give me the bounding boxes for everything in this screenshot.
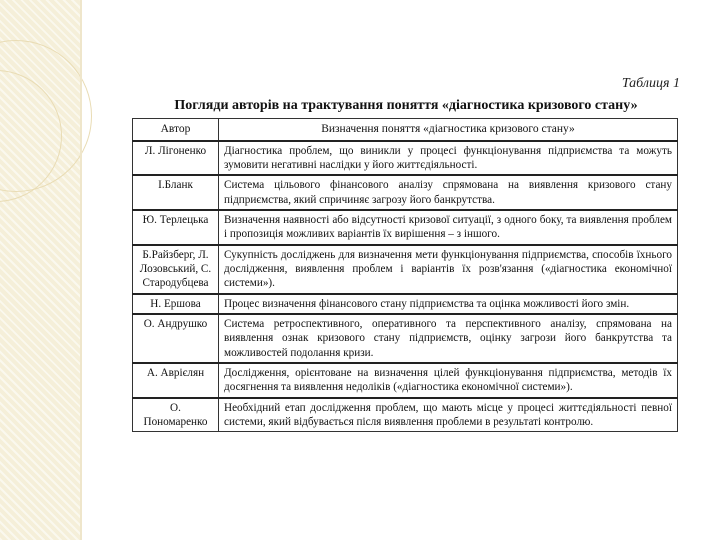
author-cell: Б.Райзберг, Л. Лозовський, С. Стародубцева <box>133 245 219 294</box>
table-row <box>133 210 678 245</box>
table-row <box>133 398 678 432</box>
table-caption: Таблиця 1 <box>621 76 680 91</box>
table-row <box>133 363 678 398</box>
author-cell: О. Андрушко <box>133 314 219 363</box>
definition-cell: Діагностика проблем, що виникли у процесі функціонування підприємства та можуть зумовити негативні наслідки у його життєдіяльності. <box>219 141 678 176</box>
header-author: Автор <box>133 119 219 141</box>
definitions-table <box>132 118 678 432</box>
table-row <box>133 175 678 210</box>
table-row <box>133 314 678 363</box>
author-cell: Ю. Терлецька <box>133 210 219 245</box>
definition-cell: Процес визначення фінансового стану підприємства та оцінка можливості його змін. <box>219 294 678 314</box>
author-cell: Л. Лігоненко <box>133 141 219 176</box>
author-cell: О. Пономаренко <box>133 398 219 432</box>
author-cell: А. Аврієлян <box>133 363 219 398</box>
table-row <box>133 294 678 314</box>
side-band-edge <box>80 0 82 540</box>
definition-cell: Система цільового фінансового аналізу спрямована на виявлення кризового стану підприємства, який спричиняє загрозу його банкрутства. <box>219 175 678 210</box>
table-title: Погляди авторів на трактування поняття «діагностика кризового стану» <box>174 98 638 113</box>
definition-cell: Система ретроспективного, оперативного та перспективного аналізу, спрямована на виявлення ознак кризового стану підприємств, оцінку загрози його банкрутства та можливостей подолання кризи. <box>219 314 678 363</box>
definition-cell: Необхідний етап дослідження проблем, що мають місце у процесі життєдіяльності певної системи, який відбувається після виявлення проблеми в результаті контролю. <box>219 398 678 432</box>
table-header-row <box>133 119 678 141</box>
table-row <box>133 245 678 294</box>
definition-cell: Дослідження, орієнтоване на визначення цілей функціонування підприємства, методів їх досягнення та виявлення недоліків («діагностика економічної системи»). <box>219 363 678 398</box>
decorative-side-band <box>0 0 80 540</box>
header-definition: Визначення поняття «діагностика кризового стану» <box>219 119 678 141</box>
author-cell: Н. Ершова <box>133 294 219 314</box>
author-cell: І.Бланк <box>133 175 219 210</box>
definition-cell: Визначення наявності або відсутності кризової ситуації, з одного боку, та виявлення проблем і пропозиція можливих варіантів їх вирішення – з іншого. <box>219 210 678 245</box>
definition-cell: Сукупність досліджень для визначення мети функціонування підприємства, способів їхнього дослідження, виявлення проблем і варіантів їх розв'язання («діагностика економічної системи»). <box>219 245 678 294</box>
table-row <box>133 141 678 176</box>
